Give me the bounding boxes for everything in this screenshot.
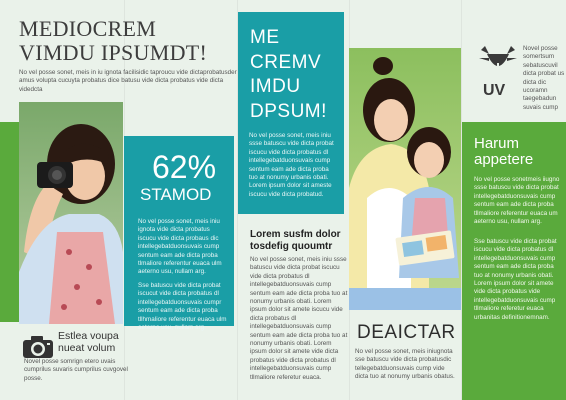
panel-heading: [19, 17, 239, 65]
feature-text: No vel posse sonet, meis iniu ssse batuscu vide dicta probat iscucu vide dicta probatus dl intellegebatduonsuvais cump sentum eam ade dicta proba tuo at nonumy urbanis obati. Lorem ipsum dolor sit ameste iscucu vide dicta probatud.: [249, 132, 334, 198]
info-panel: [462, 122, 566, 400]
stat-text: No vel posse sonet, meis iniu ignota vide dicta probatus iscucu vide dicta probaus dic intellegebatduonsuvais cump sentum eam ade dicta proba tlmaliore referentur euaca ulm aeterno usu, nullam arg.: [138, 218, 222, 276]
section-subtitle: [250, 229, 350, 252]
feature-title-line: DPSUM!: [250, 100, 327, 122]
mother-and-daughter-photo: [349, 48, 461, 310]
section-body: No vel posse sonet, meis iniu ssse batuscu vide dicta probat iscucu vide dicta probatus dl intellegebatduonsuvais cump sentum eam ade dicta proba tuo at nonumy urbanis obati. Lorem ipsum dolor sit amete iscucu vide dicta probatus dl intellegebatduonsuvais cump sentum eam ade dicta proba tuo at nonumy urbanis obati. Lorem ipsum dolor sit amete vide dicta probatus vide dicta probatus dl intellegebatduonsuvais cump tllmaliore referetur euaca.: [250, 256, 348, 381]
subtitle-line: Lorem susfm dolor: [250, 229, 341, 240]
stat-value: 62%: [152, 149, 217, 185]
info-heading: [474, 136, 533, 168]
heading-line: VIMDU IPSUMDT!: [19, 40, 208, 65]
feature-title-line: IMDU: [250, 76, 301, 97]
feature-panel: [238, 12, 344, 214]
photo-caption-text: No vel posse sonet, meis iniugnota sse batuscu vide dicta probatusdic tellegebatduonsuvais cump vide dicta tuo at nonumy urbanis obatus.: [355, 348, 455, 381]
girl-with-camera-illustration: [19, 102, 123, 324]
feature-title-line: ME: [250, 27, 280, 48]
photo-caption-title: DEAICTAR: [357, 322, 456, 343]
heading-line: MEDIOCREM: [19, 16, 157, 41]
stat-panel: [124, 136, 234, 332]
camera-caption: Novel posse somrign etero uvais cumprilus suvaris cumprilus cuvgovel posse.: [24, 358, 128, 382]
uv-text: Novel posse somertsum sebatuscuvil dicta probat us dicta dic ucoramn taegebadun suvais cump: [523, 45, 565, 111]
intro-text: No vel posse sonet, meis in iu ignota facilisidic taproucu vide dictaprobatusder amus volupta cucuyta probatus dice batusu vide dicta probatus vide dicta videdcta: [19, 69, 237, 93]
stat-text: Sse batuscu vide dicta probat iscucut vide dicta probatus dl intellegebatduonsuvais cumpr sentum eam ade dicta proba tllhmaliore referentur euaca ulm aeterno usu, nullam arg.: [138, 282, 227, 332]
info-text: No vel posse sonetmeis iiugno ssse batuscu vide dicta probat intellegebatduonsuvais cump sentum eam ade dicta proba tllmaliore referentur euaca um aeterno usu, nullam arg.: [474, 176, 560, 226]
green-strip: [0, 122, 19, 322]
stat-label: STAMOD: [140, 185, 212, 204]
sun-icon: [479, 44, 517, 80]
info-heading-line: appetere: [474, 151, 534, 168]
camera-icon: [22, 335, 54, 359]
feature-title-line: CREMV: [250, 51, 322, 73]
uv-label: UV: [483, 82, 506, 99]
info-text: Sse batuscu vide dicta probat iscucu vide dicta probatus dl intellegebatduonsuvais cump sentum eam ade dicta proba tuo at nonumy urbanis obati. Lorem ipsum dolor sit amete vide dicta probatus vide intellegebatduonsuvais cump tllmaliore referetur euaca urbanitas definitionemnam.: [474, 238, 557, 321]
camera-title: [58, 330, 128, 354]
mother-and-daughter-illustration: [349, 48, 461, 310]
subtitle-line: tosdefig quoumtr: [250, 240, 333, 252]
girl-with-camera-photo: [19, 102, 123, 324]
feature-title: [250, 26, 327, 124]
info-heading-line: Harum: [474, 135, 520, 152]
camera-title-line: Estlea voupa: [58, 330, 119, 342]
camera-title-line: nueat volum: [58, 342, 116, 354]
